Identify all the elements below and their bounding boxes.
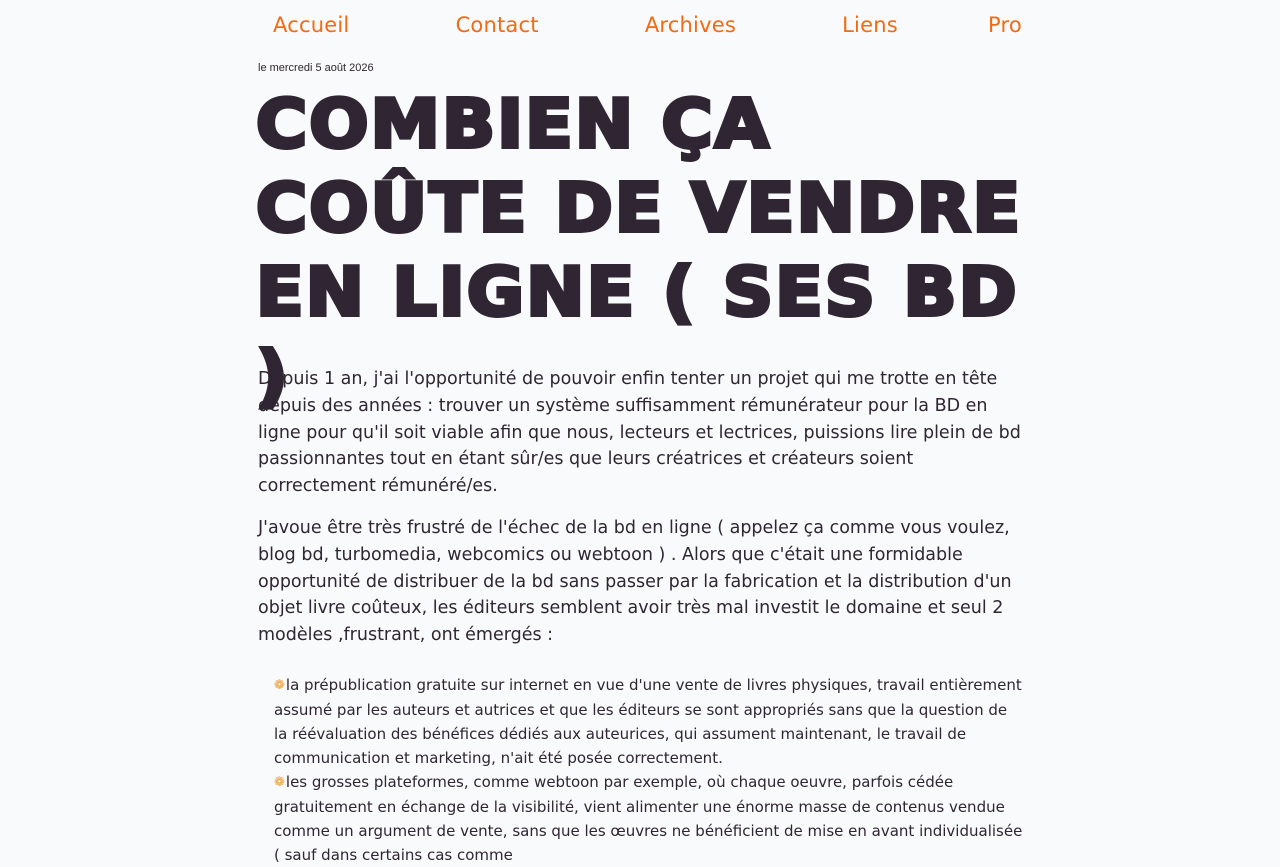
nav-link-archives[interactable]: Archives <box>644 13 736 37</box>
list-item <box>274 673 1023 770</box>
post-paragraph-1: Depuis 1 an, j'ai l'opportunité de pouvoir enfin tenter un projet qui me trotte en tête depuis des années : trouver un système suffisamment rémunérateur pour la BD en ligne pour qu'il soit viable afin que nous, lecteurs et lectrices, puissions lire plein de bd passionnantes tout en étant sûr/es que leurs créatrices et créateurs soient correctement rémunéré/es. <box>258 369 1021 497</box>
main-nav <box>258 8 1022 42</box>
nav-link-accueil[interactable]: Accueil <box>273 13 350 37</box>
nav-link-contact[interactable]: Contact <box>455 13 539 37</box>
list-item-text: les grosses plateformes, comme webtoon par exemple, où chaque oeuvre, parfois cédée gratuitement en échange de la visibilité, vient alimenter une énorme masse de contenus vendue comme un argument de vente, sans que les œuvres ne bénéficient de mise en avant individualisée ( sauf dans certains cas comme <box>274 772 1023 864</box>
post-bullet-list <box>274 673 1023 867</box>
flower-icon: ❁ <box>274 677 285 693</box>
flower-icon: ❁ <box>274 774 285 790</box>
nav-link-pro[interactable]: Pro <box>988 13 1022 37</box>
post-title: COMBIEN ÇA COÛTE DE VENDRE EN LIGNE ( SES BD ) <box>256 85 1023 415</box>
nav-link-liens[interactable]: Liens <box>842 13 898 37</box>
list-item-text: la prépublication gratuite sur internet en vue d'une vente de livres physiques, travail entièrement assumé par les auteurs et autrices et que les éditeurs se sont appropriés sans que la question de la réévaluation des bénéfices dédiés aux auteurices, qui assument maintenant, le travail de communication et marketing, n'ait été posée correctement. <box>274 675 1022 767</box>
post-date: le mercredi 5 août 2026 <box>258 62 374 74</box>
post-content <box>258 366 1023 867</box>
post-paragraph-2: J'avoue être très frustré de l'échec de la bd en ligne ( appelez ça comme vous voulez, blog bd, turbomedia, webcomics ou webtoon ) . Alors que c'était une formidable opportunité de distribuer de la bd sans passer par la fabrication et la distribution d'un objet livre coûteux, les éditeurs semblent avoir très mal investit le domaine et seul 2 modèles ,frustrant, ont émergés : <box>258 517 1012 646</box>
list-item <box>274 770 1023 867</box>
